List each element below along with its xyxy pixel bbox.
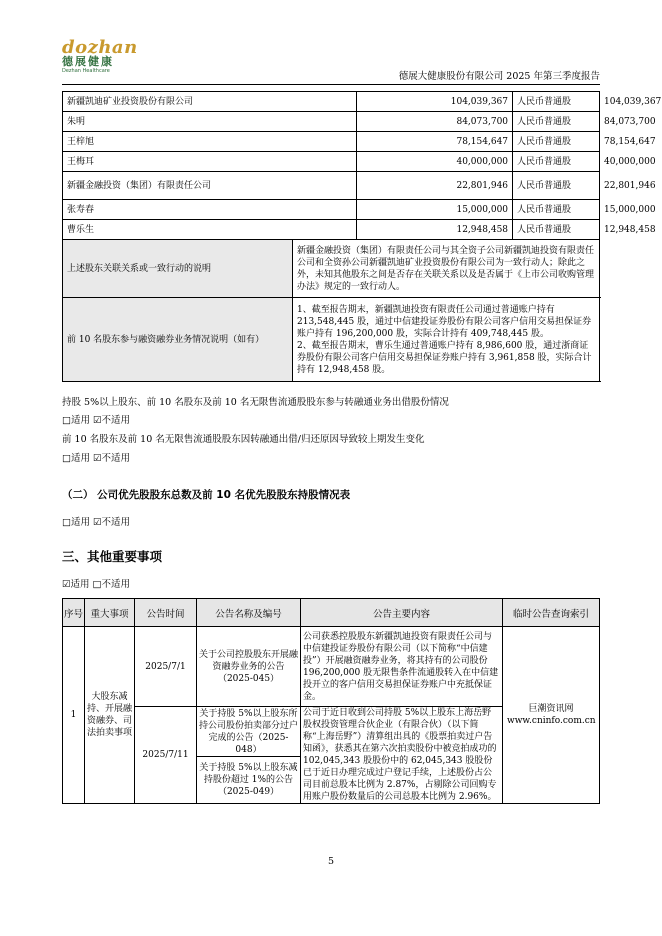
margin-text-2: 2、截至报告期末，曹乐生通过普通账户持有 8,986,600 股，通过浙商证券股份有限公司客户信用交易担保证券账户持有 3,961,858 股，实际合计持有 12,948,458 股。: [297, 340, 592, 375]
header-divider: [62, 84, 600, 85]
col-content: 公告主要内容: [301, 599, 503, 627]
shareholder-shares: 22,801,946: [357, 172, 513, 200]
event-title: 关于持股 5%以上股东所持公司股份拍卖部分过户完成的公告（2025-048）: [197, 707, 301, 757]
shareholder-name: 朱明: [63, 112, 357, 132]
table-row: 王梅耳 40,000,000 人民币普通股 40,000,000: [63, 152, 600, 172]
applicability-check-1: □适用 ☑不适用: [62, 415, 131, 426]
company-logo: [62, 37, 142, 75]
margin-text: [293, 298, 600, 382]
shareholder-name: 新疆凯迪矿业投资股份有限公司: [63, 92, 357, 112]
shareholder-name: 王梓旭: [63, 132, 357, 152]
shareholder-name: 曹乐生: [63, 220, 357, 240]
applicability-check-2: □适用 ☑不适用: [62, 453, 131, 464]
applicability-check-4: ☑适用 □不适用: [62, 579, 131, 590]
event-content: 公司于近日收到公司持股 5%以上股东上海岳野股权投资管理合伙企业（有限合伙）（以下简称“上海岳野”）清算组出具的《股票拍卖过户告知函》，获悉其在第六次拍卖股份中被竞拍成功的 102,045,343 股股份中的 62,045,343 股股份已于近日办理完成过户登记手续，上述股份占公司目前总股本比例为 2.87%，占剔除公司回购专用账户股份数量后的公司总股本比例为 2.96%。: [301, 707, 503, 804]
event-seq: 1: [63, 627, 85, 804]
margin-label: 前 10 名股东参与融资融券业务情况说明（如有）: [63, 298, 293, 382]
event-content: 公司获悉控股股东新疆凯迪投资有限责任公司与中信建投证券股份有限公司（以下简称“中信建投”）开展融资融券业务，将其持有的公司股份 196,200,000 股无限售条件流通股转入在中信建投开立的客户信用交易担保证券账户中充抵保证金。: [301, 627, 503, 707]
table-row: [63, 627, 600, 707]
table-row: [63, 240, 600, 298]
share-type: 人民币普通股: [513, 92, 600, 112]
event-date: 2025/7/11: [135, 707, 197, 804]
logo-chinese-name: 德展健康: [62, 55, 114, 68]
section-other-title: 三、其他重要事项: [62, 549, 163, 564]
shareholders-table: [62, 91, 662, 382]
margin-text-1: 1、截至报告期末，新疆凯迪投资有限责任公司通过普通账户持有 213,548,445 股，通过中信建投证券股份有限公司客户信用交易担保证券账户持有 196,200,000 股，实际合计持有 409,748,445 股。: [297, 304, 592, 339]
share-type: 人民币普通股: [513, 132, 600, 152]
event-title: 关于公司控股股东开展融资融券业务的公告（2025-045）: [197, 627, 301, 707]
event-index: 巨潮资讯网 www.cninfo.com.cn: [503, 627, 600, 804]
table-row: 新疆凯迪矿业投资股份有限公司 104,039,367 人民币普通股 104,039,367: [63, 92, 600, 112]
table-row: 曹乐生 12,948,458 人民币普通股 12,948,458: [63, 220, 600, 240]
shareholder-name: 王梅耳: [63, 152, 357, 172]
col-title: 公告名称及编号: [197, 599, 301, 627]
relation-text: 新疆金融投资（集团）有限责任公司与其全资子公司新疆凯迪投资有限责任公司和全资孙公司新疆凯迪矿业投资股份有限公司为一致行动人；除此之外，未知其他股东之间是否存在关联关系以及是否属于《上市公司收购管理办法》规定的一致行动人。: [293, 240, 600, 298]
col-date: 公告时间: [135, 599, 197, 627]
page-number: 5: [327, 856, 335, 867]
events-table: [62, 598, 600, 804]
share-type: 人民币普通股: [513, 112, 600, 132]
event-date: 2025/7/1: [135, 627, 197, 707]
report-header-title: 德展大健康股份有限公司 2025 年第三季度报告: [398, 71, 600, 82]
shareholder-name: 张寿春: [63, 200, 357, 220]
shareholder-shares: 15,000,000: [357, 200, 513, 220]
col-matter: 重大事项: [85, 599, 135, 627]
lending-title: 持股 5%以上股东、前 10 名股东及前 10 名无限售流通股股东参与转融通业务出借股份情况: [62, 397, 449, 408]
share-type: 人民币普通股: [513, 152, 600, 172]
shareholder-shares: 84,073,700: [357, 112, 513, 132]
logo-english-name: Dezhan Healthcare: [62, 68, 110, 74]
table-row: 王梓旭 78,154,647 人民币普通股 78,154,647: [63, 132, 600, 152]
col-seq: 序号: [63, 599, 85, 627]
shareholder-name: 新疆金融投资（集团）有限责任公司: [63, 172, 357, 200]
table-row: 新疆金融投资（集团）有限责任公司 22,801,946 人民币普通股 22,801,946: [63, 172, 600, 200]
shareholder-shares: 12,948,458: [357, 220, 513, 240]
table-header-row: [63, 599, 600, 627]
logo-wordmark: dozhan: [62, 37, 138, 58]
share-type: 人民币普通股: [513, 200, 600, 220]
event-matter: 大股东减持、开展融资融券、司法拍卖事项: [85, 627, 135, 804]
col-index: 临时公告查询索引: [503, 599, 600, 627]
table-row: 朱明 84,073,700 人民币普通股 84,073,700: [63, 112, 600, 132]
shareholder-shares: 104,039,367: [357, 92, 513, 112]
relation-label: 上述股东关联关系或一致行动的说明: [63, 240, 293, 298]
share-type: 人民币普通股: [513, 220, 600, 240]
table-row: 张寿春 15,000,000 人民币普通股 15,000,000: [63, 200, 600, 220]
section-preferred-title: （二） 公司优先股股东总数及前 10 名优先股股东持股情况表: [62, 489, 351, 501]
share-type: 人民币普通股: [513, 172, 600, 200]
applicability-check-3: □适用 ☑不适用: [62, 517, 131, 528]
shareholder-shares: 40,000,000: [357, 152, 513, 172]
shareholder-shares: 78,154,647: [357, 132, 513, 152]
change-title: 前 10 名股东及前 10 名无限售流通股股东因转融通出借/归还原因导致较上期发生变化: [62, 434, 425, 445]
table-row: [63, 298, 600, 382]
event-title: 关于持股 5%以上股东减持股份超过 1%的公告（2025-049）: [197, 757, 301, 804]
